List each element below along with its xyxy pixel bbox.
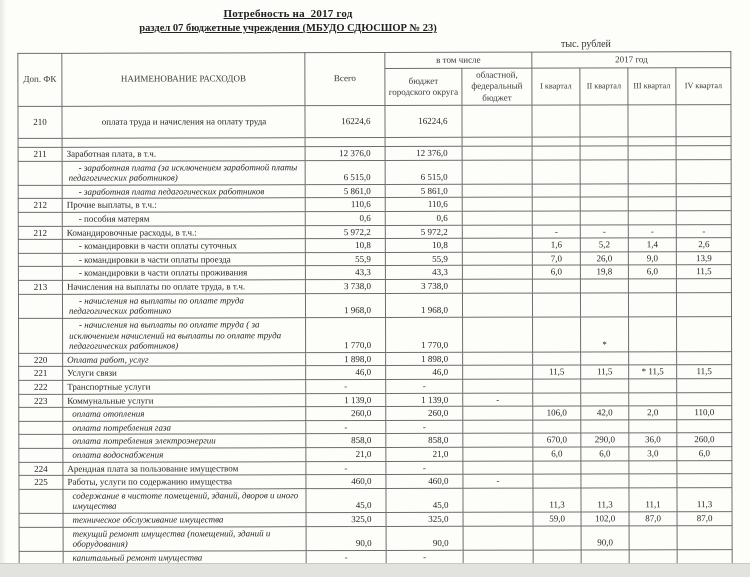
column-header-quarter-1: I квартал	[532, 68, 580, 105]
cell-name: оплата водоснабжения	[63, 448, 306, 462]
cell-reg	[463, 365, 533, 379]
cell-reg	[462, 238, 532, 252]
cell-name: - начисления на выплаты по оплате труда ( за исключением начислений на выплаты по оплате труда педагогических работников)	[63, 318, 306, 353]
cell-q4	[676, 279, 731, 293]
cell-q2	[580, 137, 628, 146]
cell-name: Прочие выплаты, в т.ч.:	[62, 198, 305, 212]
cell-q2	[581, 352, 629, 366]
cell-city: -	[386, 550, 463, 564]
cell-q1	[532, 184, 580, 198]
table-row	[19, 316, 732, 353]
cell-city	[385, 137, 462, 146]
units-label: тыс. рублей	[561, 39, 611, 50]
cell-q3	[629, 474, 677, 488]
scan-edge-left	[0, 0, 7, 563]
cell-name: Коммунальные услуги	[63, 393, 306, 407]
cell-reg	[463, 379, 533, 393]
cell-q3	[629, 550, 677, 564]
cell-q1	[532, 211, 580, 225]
cell-code	[19, 408, 63, 422]
cell-q1: -	[532, 225, 580, 239]
column-header-quarter-2: II квартал	[580, 68, 628, 105]
cell-reg	[463, 420, 533, 434]
cell-total: 260,0	[306, 407, 386, 421]
cell-code: 221	[19, 367, 63, 381]
cell-name: Услуги связи	[63, 366, 306, 380]
cell-q2	[580, 184, 628, 198]
table-row	[18, 105, 731, 139]
cell-code: 223	[19, 394, 63, 408]
table-row	[19, 525, 732, 551]
cell-total: 460,0	[306, 475, 386, 489]
cell-total: 55,9	[305, 252, 385, 266]
cell-city: 1 968,0	[385, 293, 462, 317]
cell-q3	[628, 184, 676, 198]
cell-q4: -	[676, 224, 731, 238]
cell-q4: 260,0	[677, 433, 732, 447]
cell-q1	[532, 160, 580, 184]
cell-reg: -	[463, 393, 533, 407]
cell-total: 5 972,2	[305, 225, 385, 239]
cell-q4: 110,0	[677, 406, 732, 420]
cell-q3	[628, 211, 676, 225]
header-group-row	[18, 52, 731, 70]
cell-code	[19, 421, 63, 435]
cell-total: 10,8	[305, 239, 385, 253]
cell-total: 110,6	[305, 198, 385, 212]
cell-city: 5 861,0	[385, 184, 462, 198]
cell-q3	[629, 460, 677, 474]
cell-name: Транспортные услуги	[63, 380, 306, 394]
cell-q1	[532, 137, 580, 146]
cell-q3: 9,0	[628, 252, 676, 266]
cell-reg	[462, 293, 532, 317]
cell-code	[18, 294, 62, 318]
cell-q3	[629, 392, 677, 406]
cell-code: 213	[18, 280, 62, 294]
cell-q2: 6,0	[581, 447, 629, 461]
cell-city: 460,0	[386, 475, 463, 489]
cell-q4: 6,0	[677, 447, 732, 461]
cell-total: 6 515,0	[305, 160, 385, 184]
cell-q3	[629, 317, 677, 352]
cell-q3: 2,0	[629, 406, 677, 420]
cell-code	[18, 161, 62, 185]
cell-q2: 11,3	[581, 488, 629, 512]
scan-edge-right	[744, 0, 750, 563]
cell-q1	[533, 474, 581, 488]
cell-name: Начисления на выплаты по оплате труда, в т.ч.	[62, 280, 305, 294]
cell-total: 21,0	[306, 447, 386, 461]
cell-q2	[580, 105, 628, 137]
cell-city: 5 972,2	[385, 225, 462, 239]
cell-q4: 87,0	[677, 512, 732, 526]
budget-table	[17, 51, 732, 565]
cell-q3	[628, 146, 676, 160]
cell-code: 220	[19, 353, 63, 367]
cell-q4	[677, 474, 732, 488]
cell-q1	[533, 550, 581, 564]
cell-code	[18, 138, 62, 147]
cell-q4	[677, 379, 732, 393]
cell-q2	[581, 392, 629, 406]
cell-total: 1 968,0	[305, 293, 385, 317]
cell-name: оплата потребления электроэнергии	[63, 434, 306, 448]
cell-q3	[628, 159, 676, 183]
cell-q1	[533, 420, 581, 434]
cell-q1: 1,6	[532, 238, 580, 252]
table-header	[18, 52, 731, 107]
scan-edge-bottom	[0, 563, 750, 577]
cell-q4	[677, 460, 732, 474]
cell-code	[18, 240, 62, 254]
cell-city: 46,0	[386, 366, 463, 380]
cell-name: - заработная плата (за исключением заработной платы педагогических работников)	[62, 160, 305, 185]
cell-reg: -	[463, 474, 533, 488]
cell-q1: 59,0	[533, 512, 581, 526]
column-header-total: Всего	[305, 52, 385, 105]
cell-q2: 102,0	[581, 512, 629, 526]
cell-q4	[677, 525, 732, 549]
cell-city: 12 376,0	[385, 146, 462, 160]
cell-name: Командировочные расходы, в т.ч.:	[62, 225, 305, 239]
cell-city: 43,3	[385, 266, 462, 280]
cell-city: -	[386, 461, 463, 475]
cell-q2	[580, 159, 628, 183]
cell-q3	[628, 137, 676, 146]
cell-total: -	[306, 461, 386, 475]
cell-name: - пособия матерям	[62, 212, 305, 226]
cell-city: 55,9	[385, 252, 462, 266]
cell-name: оплата труда и начисления на оплату труда	[62, 106, 305, 139]
cell-city: 16224,6	[385, 105, 462, 137]
cell-q4	[676, 211, 731, 225]
cell-q4	[677, 419, 732, 433]
cell-total: 0,6	[305, 212, 385, 226]
cell-code: 210	[18, 106, 62, 138]
cell-name: - начисления на выплаты по оплате труда педагогических работнико	[62, 293, 305, 318]
cell-q2: -	[580, 224, 628, 238]
cell-reg	[463, 512, 533, 526]
cell-q4: 11,3	[677, 487, 732, 511]
column-header-quarter-3: III квартал	[628, 68, 676, 105]
cell-q1	[533, 379, 581, 393]
cell-q4	[676, 105, 731, 137]
cell-city: -	[386, 379, 463, 393]
cell-total: -	[306, 550, 386, 564]
cell-q1: 11,3	[533, 488, 581, 512]
cell-q4	[677, 392, 732, 406]
cell-city: 0,6	[385, 211, 462, 225]
cell-code	[19, 435, 63, 449]
cell-q3	[628, 279, 676, 293]
cell-q4: 2,6	[676, 238, 731, 252]
cell-q4: 11,5	[676, 265, 731, 279]
cell-name: содержание в чистоте помещений, зданий, дворов и иного имущества	[63, 489, 306, 514]
cell-city: 10,8	[385, 239, 462, 253]
cell-reg	[462, 146, 532, 160]
cell-city: 21,0	[386, 447, 463, 461]
cell-reg	[463, 406, 533, 420]
cell-q2	[580, 279, 628, 293]
table-row	[18, 159, 731, 185]
cell-q2: 5,2	[580, 238, 628, 252]
cell-q2	[580, 197, 628, 211]
cell-q4: 11,5	[677, 365, 732, 379]
cell-total: 45,0	[306, 488, 386, 512]
cell-q4	[676, 146, 731, 160]
cell-q2	[580, 146, 628, 160]
cell-q3	[628, 197, 676, 211]
cell-q3: -	[628, 224, 676, 238]
cell-code	[18, 253, 62, 267]
cell-city: 325,0	[386, 512, 463, 526]
cell-q2: *	[581, 317, 629, 352]
column-group-year: 2017 год	[532, 52, 731, 69]
cell-q2: 290,0	[581, 433, 629, 447]
cell-name: Арендная плата за пользование имуществом	[63, 461, 306, 475]
cell-q2	[580, 293, 628, 317]
cell-total: 3 738,0	[305, 280, 385, 294]
cell-q4	[677, 316, 732, 351]
cell-total: 858,0	[306, 434, 386, 448]
cell-total: 90,0	[306, 526, 386, 550]
cell-q1	[533, 461, 581, 475]
cell-name: - командировки в части оплаты проживания	[62, 266, 305, 280]
cell-name: оплата потребления газа	[63, 420, 306, 434]
cell-q2	[581, 474, 629, 488]
cell-code	[18, 212, 62, 226]
cell-code	[19, 318, 63, 353]
cell-reg	[462, 160, 532, 184]
cell-q4	[676, 292, 731, 316]
cell-q3	[629, 420, 677, 434]
cell-q2: 11,5	[581, 365, 629, 379]
cell-city: 6 515,0	[385, 160, 462, 184]
cell-q2	[581, 550, 629, 564]
cell-city: 90,0	[386, 526, 463, 550]
column-header-regional-budget: областной, федеральный бюджет	[462, 68, 532, 105]
cell-q2	[581, 379, 629, 393]
cell-reg	[463, 461, 533, 475]
cell-q2: 19,8	[580, 265, 628, 279]
cell-reg	[462, 225, 532, 239]
cell-name: Заработная плата, в т.ч.	[62, 147, 305, 161]
cell-code	[19, 489, 63, 513]
cell-name: оплата отопления	[63, 407, 306, 421]
cell-name: капитальный ремонт имущества	[63, 551, 306, 565]
cell-reg	[462, 105, 532, 137]
cell-q1	[532, 197, 580, 211]
cell-reg	[462, 198, 532, 212]
cell-total: 16224,6	[305, 105, 385, 137]
cell-code	[19, 527, 63, 551]
cell-city: 110,6	[385, 198, 462, 212]
cell-code: 211	[18, 147, 62, 161]
cell-q4: 13,9	[676, 251, 731, 265]
cell-reg	[463, 526, 533, 550]
cell-q1: 6,0	[532, 265, 580, 279]
cell-total: 325,0	[306, 513, 386, 527]
cell-reg	[463, 433, 533, 447]
cell-q1: 7,0	[532, 252, 580, 266]
cell-q2	[581, 460, 629, 474]
cell-code: 222	[19, 380, 63, 394]
cell-q2: 90,0	[581, 526, 629, 550]
cell-name: - командировки в части оплаты проезда	[62, 253, 305, 267]
cell-code: 225	[19, 476, 63, 490]
cell-name: техническое обслуживание имущества	[63, 513, 306, 527]
cell-city: -	[386, 420, 463, 434]
cell-city: 260,0	[386, 406, 463, 420]
cell-city: 858,0	[386, 434, 463, 448]
cell-q3	[629, 351, 677, 365]
cell-q4	[676, 159, 731, 183]
cell-q4	[676, 137, 731, 146]
cell-q1	[532, 146, 580, 160]
cell-code: 212	[18, 226, 62, 240]
cell-total: 1 770,0	[306, 317, 386, 352]
cell-q3	[628, 105, 676, 137]
cell-code	[18, 185, 62, 199]
cell-total: 12 376,0	[305, 146, 385, 160]
table-row	[19, 487, 732, 513]
cell-q1: 11,5	[533, 365, 581, 379]
cell-q2: 26,0	[580, 252, 628, 266]
cell-reg	[463, 488, 533, 512]
cell-code	[19, 513, 63, 527]
cell-q1: 670,0	[533, 433, 581, 447]
cell-q4	[676, 183, 731, 197]
cell-q3: * 11,5	[629, 365, 677, 379]
column-header-code: Доп. ФК	[18, 53, 62, 106]
cell-city: 45,0	[386, 488, 463, 512]
title-block	[0, 8, 576, 34]
cell-q3	[629, 525, 677, 549]
cell-reg	[462, 266, 532, 280]
cell-total: 5 861,0	[305, 184, 385, 198]
cell-total: 46,0	[306, 366, 386, 380]
cell-q1	[533, 393, 581, 407]
column-header-name: НАИМЕНОВАНИЕ РАСХОДОВ	[62, 53, 305, 107]
cell-reg	[462, 137, 532, 146]
cell-q3: 3,0	[629, 447, 677, 461]
cell-q2	[580, 211, 628, 225]
cell-reg	[462, 211, 532, 225]
cell-city: 1 770,0	[386, 317, 463, 352]
cell-reg	[463, 550, 533, 564]
page-title: Потребность на 2017 год	[223, 8, 353, 20]
cell-name: - командировки в части оплаты суточных	[62, 239, 305, 253]
cell-reg	[463, 317, 533, 352]
cell-code	[18, 267, 62, 281]
cell-q1	[532, 105, 580, 137]
column-header-city-budget: бюджет городского округа	[385, 68, 462, 105]
cell-total	[305, 137, 385, 146]
cell-code	[19, 448, 63, 462]
cell-q3	[629, 379, 677, 393]
cell-name: Оплата работ, услуг	[63, 352, 306, 366]
table-body	[18, 105, 732, 565]
page-subtitle: раздел 07 бюджетные учреждения (МБУДО СДЮСШОР № 23)	[139, 23, 437, 34]
budget-table-wrapper	[17, 51, 732, 565]
cell-q1: 106,0	[533, 406, 581, 420]
cell-reg	[463, 352, 533, 366]
cell-q1	[532, 293, 580, 317]
cell-q3	[628, 292, 676, 316]
cell-q3: 6,0	[628, 265, 676, 279]
cell-name: текущий ремонт имущества (помещений, зданий и оборудования)	[63, 526, 306, 551]
cell-reg	[462, 184, 532, 198]
column-group-included: в том числе	[385, 52, 532, 68]
cell-q2	[581, 420, 629, 434]
cell-total: -	[306, 379, 386, 393]
cell-q3: 11,1	[629, 488, 677, 512]
cell-reg	[462, 252, 532, 266]
cell-q1	[533, 526, 581, 550]
cell-q4	[677, 549, 732, 563]
cell-name: Работы, услуги по содержанию имущества	[63, 475, 306, 489]
cell-code: 212	[18, 199, 62, 213]
table-row	[18, 292, 731, 318]
cell-total: 1 898,0	[306, 352, 386, 366]
cell-q3: 1,4	[628, 238, 676, 252]
cell-total: -	[306, 420, 386, 434]
cell-q2: 42,0	[581, 406, 629, 420]
cell-total: 43,3	[305, 266, 385, 280]
column-header-quarter-4: IV квартал	[676, 68, 731, 105]
cell-total: 1 139,0	[306, 393, 386, 407]
cell-q1: 6,0	[533, 447, 581, 461]
cell-q4	[676, 197, 731, 211]
cell-name: - заработная плата педагогических работников	[62, 185, 305, 199]
cell-code: 224	[19, 462, 63, 476]
cell-city: 1 139,0	[386, 393, 463, 407]
cell-city: 1 898,0	[386, 352, 463, 366]
cell-city: 3 738,0	[385, 279, 462, 293]
cell-q3: 87,0	[629, 512, 677, 526]
cell-q1	[533, 352, 581, 366]
cell-q3: 36,0	[629, 433, 677, 447]
cell-q1	[533, 317, 581, 352]
cell-q4	[677, 351, 732, 365]
cell-reg	[463, 447, 533, 461]
cell-reg	[462, 279, 532, 293]
cell-q1	[532, 279, 580, 293]
